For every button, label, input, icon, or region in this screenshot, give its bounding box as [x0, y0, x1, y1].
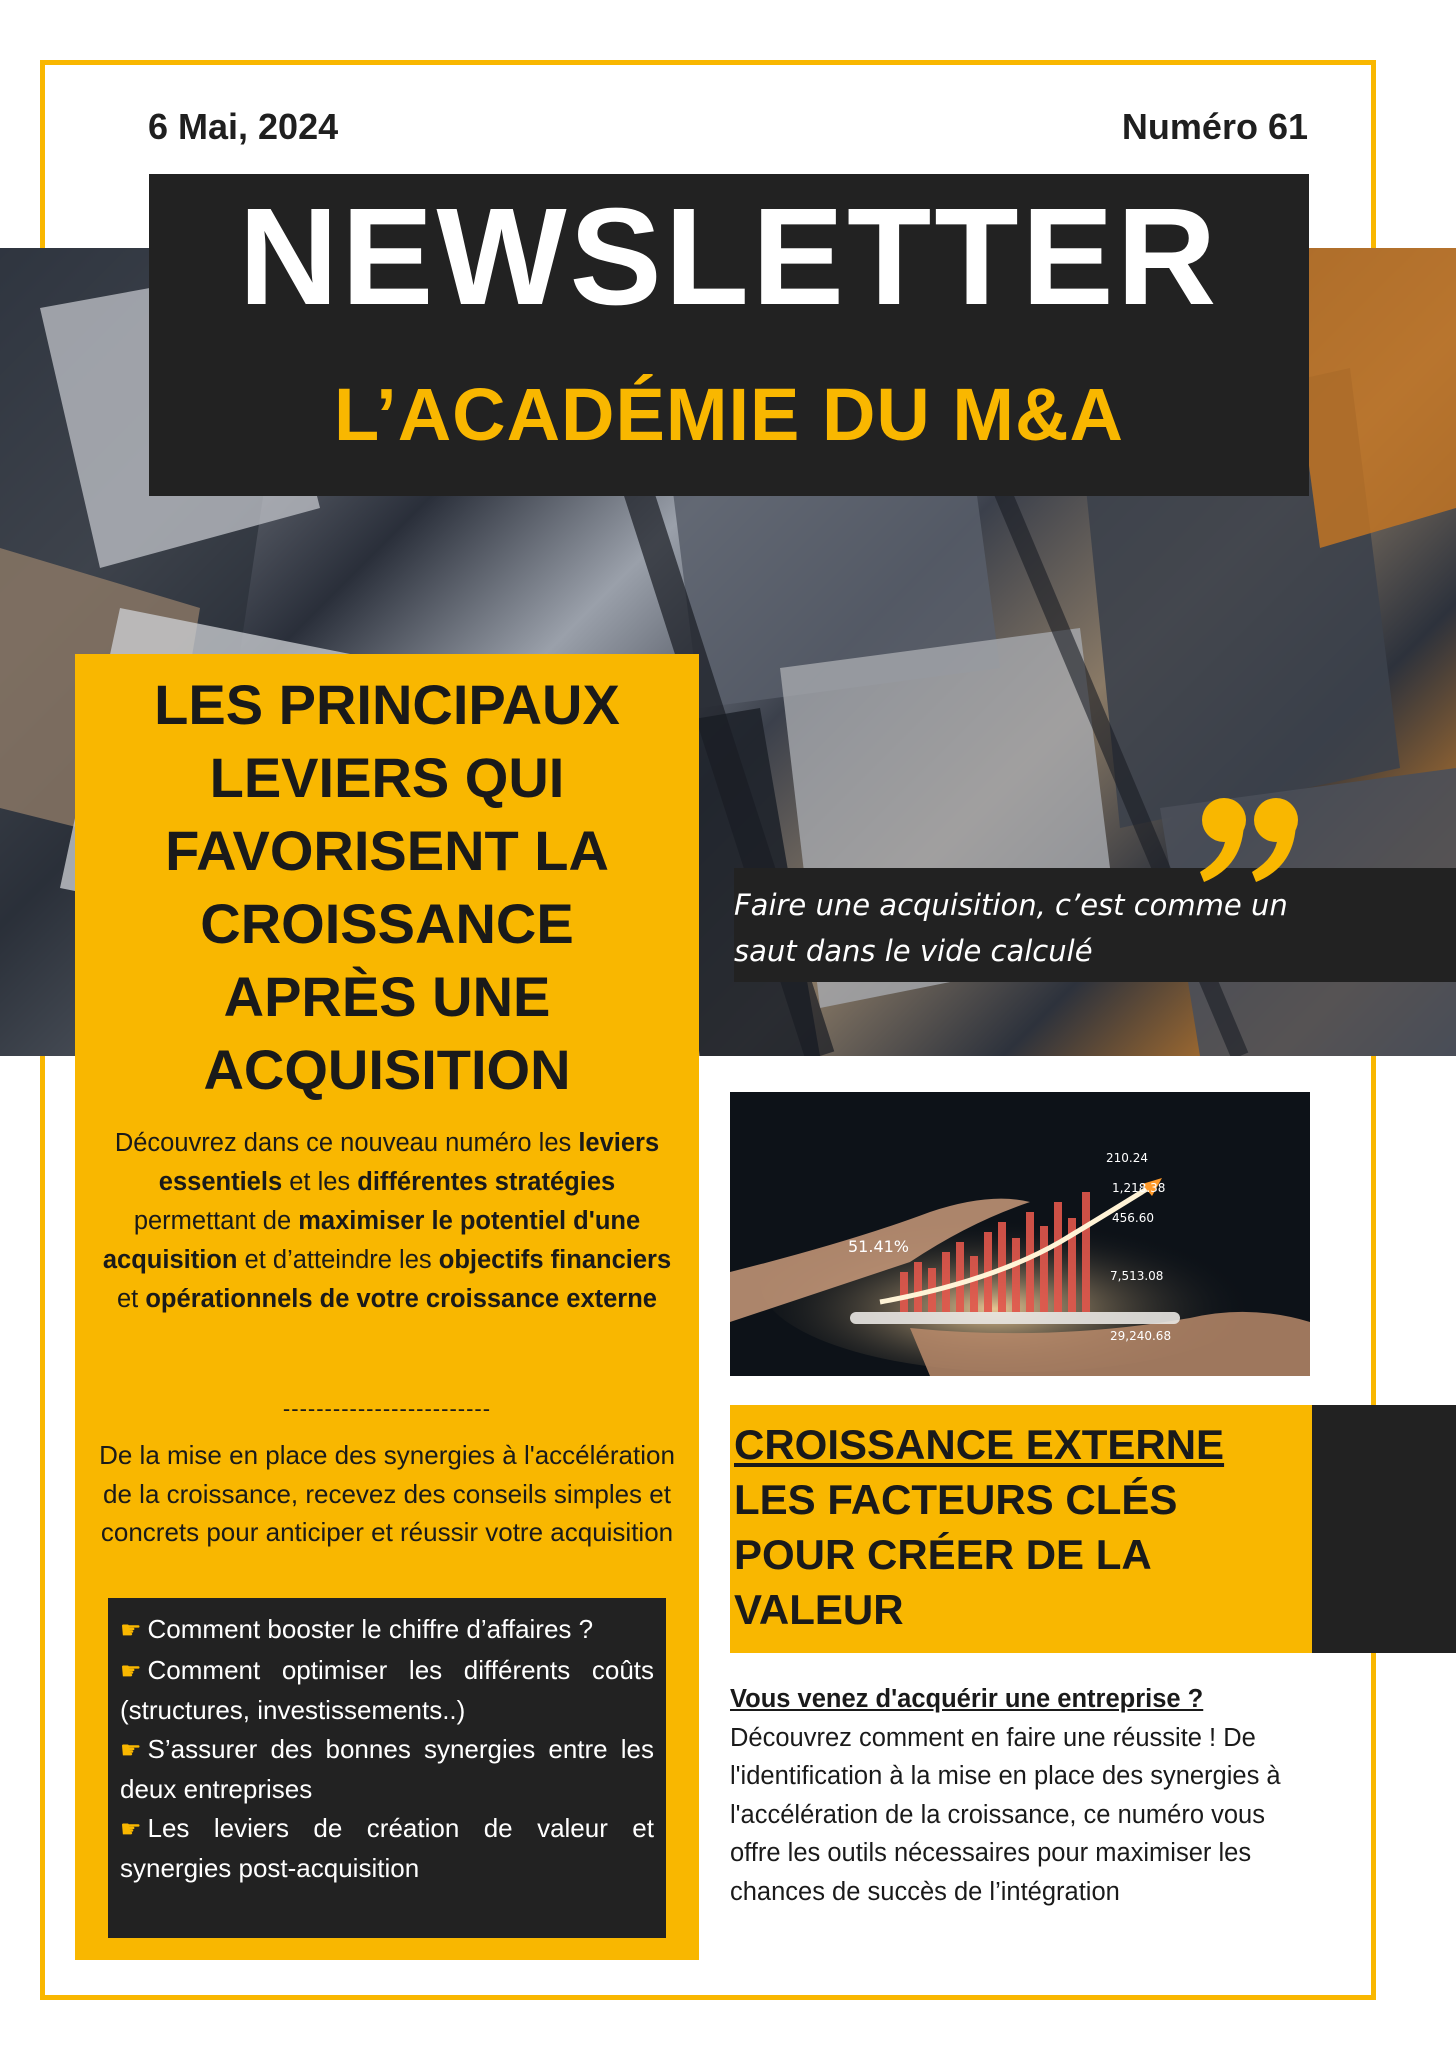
feature-title-line: ACQUISITION	[203, 1038, 571, 1101]
chart-label: 456.60	[1112, 1211, 1154, 1225]
pointing-hand-icon: ☛	[120, 1617, 142, 1644]
pointing-hand-icon: ☛	[120, 1815, 142, 1843]
list-item: ☛ Les leviers de création de valeur et synergies post-acquisition	[120, 1812, 654, 1883]
list-item: ☛ Comment booster le chiffre d’affaires ?	[120, 1614, 594, 1644]
feature-title	[95, 668, 679, 1106]
quote-text: Faire une acquisition, c’est comme un saut dans le vide calculé	[734, 888, 1288, 968]
chart-label: 29,240.68	[1110, 1329, 1172, 1343]
dark-accent-tab	[1312, 1405, 1456, 1653]
synergy-text: De la mise en place des synergies à l'accélération de la croissance, recevez des conseils simples et concrets pour anticiper et réussir votre acquisition	[99, 1440, 675, 1547]
chart-label: 210.24	[1106, 1151, 1148, 1165]
second-article-title: CROISSANCE EXTERNE	[734, 1421, 1225, 1468]
newsletter-subtitle: L’ACADÉMIE DU M&A	[334, 373, 1124, 456]
newsletter-title: NEWSLETTER	[238, 180, 1220, 334]
second-article-heading: Vous venez d'acquérir une entreprise ?	[730, 1685, 1204, 1713]
list-item: ☛ S’assurer des bonnes synergies entre les deux entreprises	[120, 1733, 654, 1804]
masthead	[149, 174, 1309, 496]
second-article-subtitle	[734, 1472, 1304, 1637]
feature-title-line: FAVORISENT LA	[165, 819, 609, 882]
chart-label: 51.41%	[848, 1237, 910, 1256]
feature-intro: Découvrez dans ce nouveau numéro les leviers essentiels et les différentes stratégies permettant de maximiser le potentiel d'une acquisition et d’atteindre les objectifs financiers et opérationnels de votre croissance externe	[102, 1129, 672, 1313]
separator: -------------------------	[282, 1396, 492, 1421]
feature-title-line: LEVIERS QUI	[209, 746, 565, 809]
subtitle-line: POUR CRÉER DE LA	[734, 1531, 1152, 1578]
topics-list	[120, 1610, 654, 1888]
closing-quote-icon	[1196, 786, 1306, 886]
list-item: ☛ Comment optimiser les différents coûts (structures, investissements..)	[120, 1654, 654, 1725]
pointing-hand-icon: ☛	[120, 1657, 142, 1685]
subtitle-line: LES FACTEURS CLÉS	[734, 1476, 1178, 1523]
stock-chart-photo	[730, 1092, 1310, 1376]
feature-title-line: CROISSANCE	[200, 892, 574, 955]
issue-number: Numéro 61	[1121, 106, 1308, 147]
subtitle-line: VALEUR	[734, 1586, 904, 1633]
issue-date: 6 Mai, 2024	[148, 106, 339, 147]
feature-title-line: LES PRINCIPAUX	[154, 673, 620, 736]
chart-label: 7,513.08	[1110, 1269, 1164, 1283]
second-article-body	[730, 1680, 1320, 1911]
chart-label: 1,218.38	[1112, 1181, 1166, 1195]
second-article-text: Découvrez comment en faire une réussite ! De l'identification à la mise en place des synergies à l'accélération de la croissance, ce numéro vous offre les outils nécessaires pour maximiser les chances de succès de l’intégration	[730, 1723, 1281, 1906]
pointing-hand-icon: ☛	[120, 1736, 142, 1764]
feature-title-line: APRÈS UNE	[223, 965, 551, 1028]
